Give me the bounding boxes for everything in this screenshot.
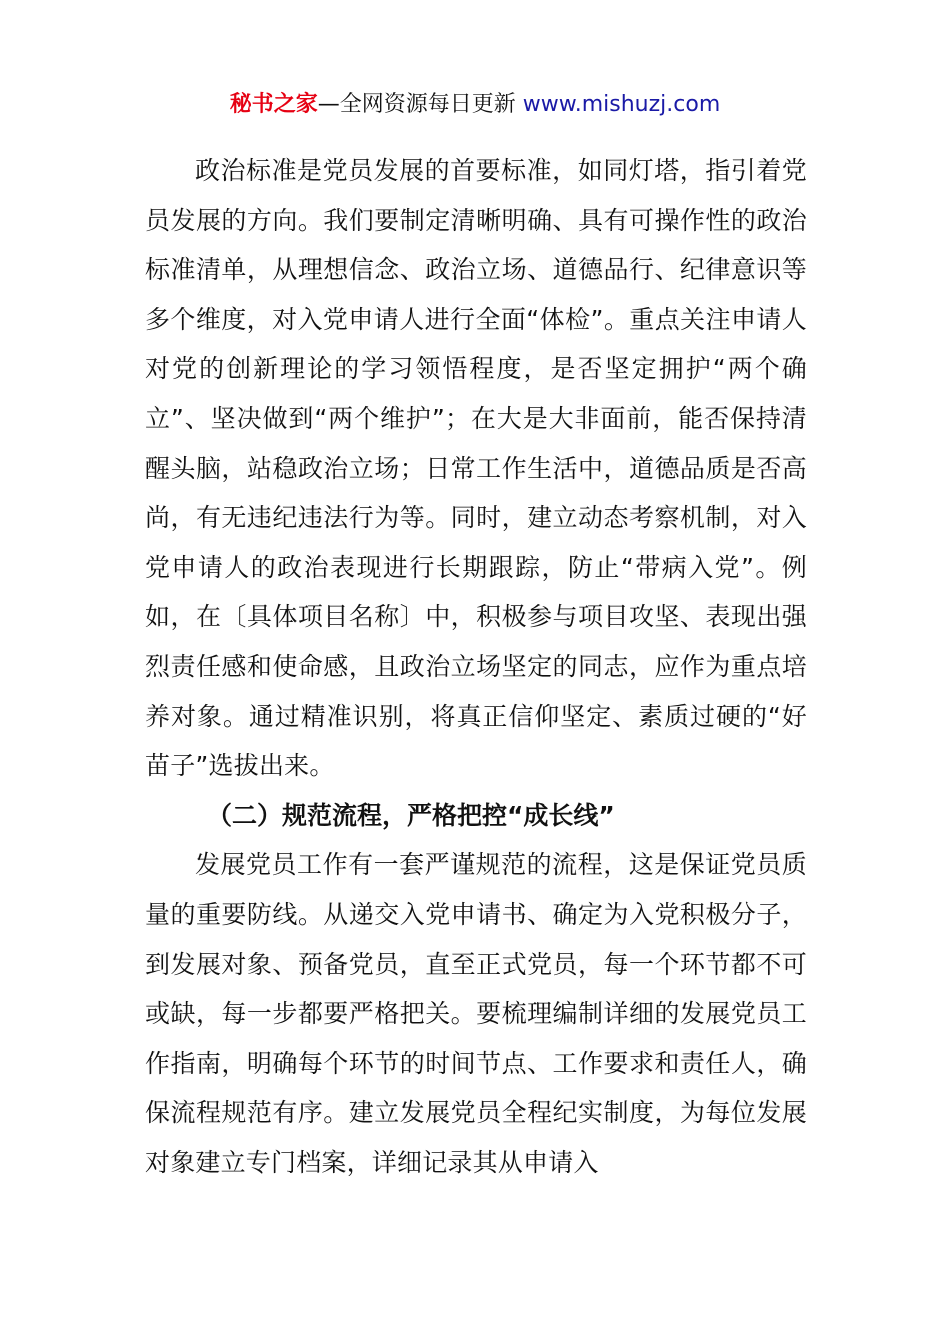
section-heading: （二）规范流程，严格把控“成长线” (207, 800, 615, 830)
paragraph-process-standard: 发展党员工作有一套严谨规范的流程，这是保证党员质量的重要防线。从递交入党申请书、确定为入党积极分子，到发展对象、预备党员，直至正式党员，每一个环节都不可或缺，每一步都要严格把关。要梳理编制详细的发展党员工作指南，明确每个环节的时间节点、工作要求和责任人，确保流程规范有序。建立发展党员全程纪实制度，为每位发展对象建立专门档案，详细记录其从申请入 (145, 850, 807, 1177)
page-header (0, 90, 950, 120)
paragraph-political-standard: 政治标准是党员发展的首要标准，如同灯塔，指引着党员发展的方向。我们要制定清晰明确、具有可操作性的政治标准清单，从理想信念、政治立场、道德品行、纪律意识等多个维度，对入党申请人进行全面“体检”。重点关注申请人对党的创新理论的学习领悟程度，是否坚定拥护“两个确立”、坚决做到“两个维护”；在大是大非面前，能否保持清醒头脑，站稳政治立场；日常工作生活中，道德品质是否高尚，有无违纪违法行为等。同时，建立动态考察机制，对入党申请人的政治表现进行长期跟踪，防止“带病入党”。例如，在〔具体项目名称〕中，积极参与项目攻坚、表现出强烈责任感和使命感，且政治立场坚定的同志，应作为重点培养对象。通过精准识别，将真正信仰坚定、素质过硬的“好苗子”选拔出来。 (145, 156, 807, 781)
website-link[interactable]: www.mishuzj.com (522, 92, 721, 117)
brand-name: 秘书之家 (229, 92, 318, 117)
header-tagline: —全网资源每日更新 (317, 92, 523, 117)
document-body (145, 146, 807, 1187)
